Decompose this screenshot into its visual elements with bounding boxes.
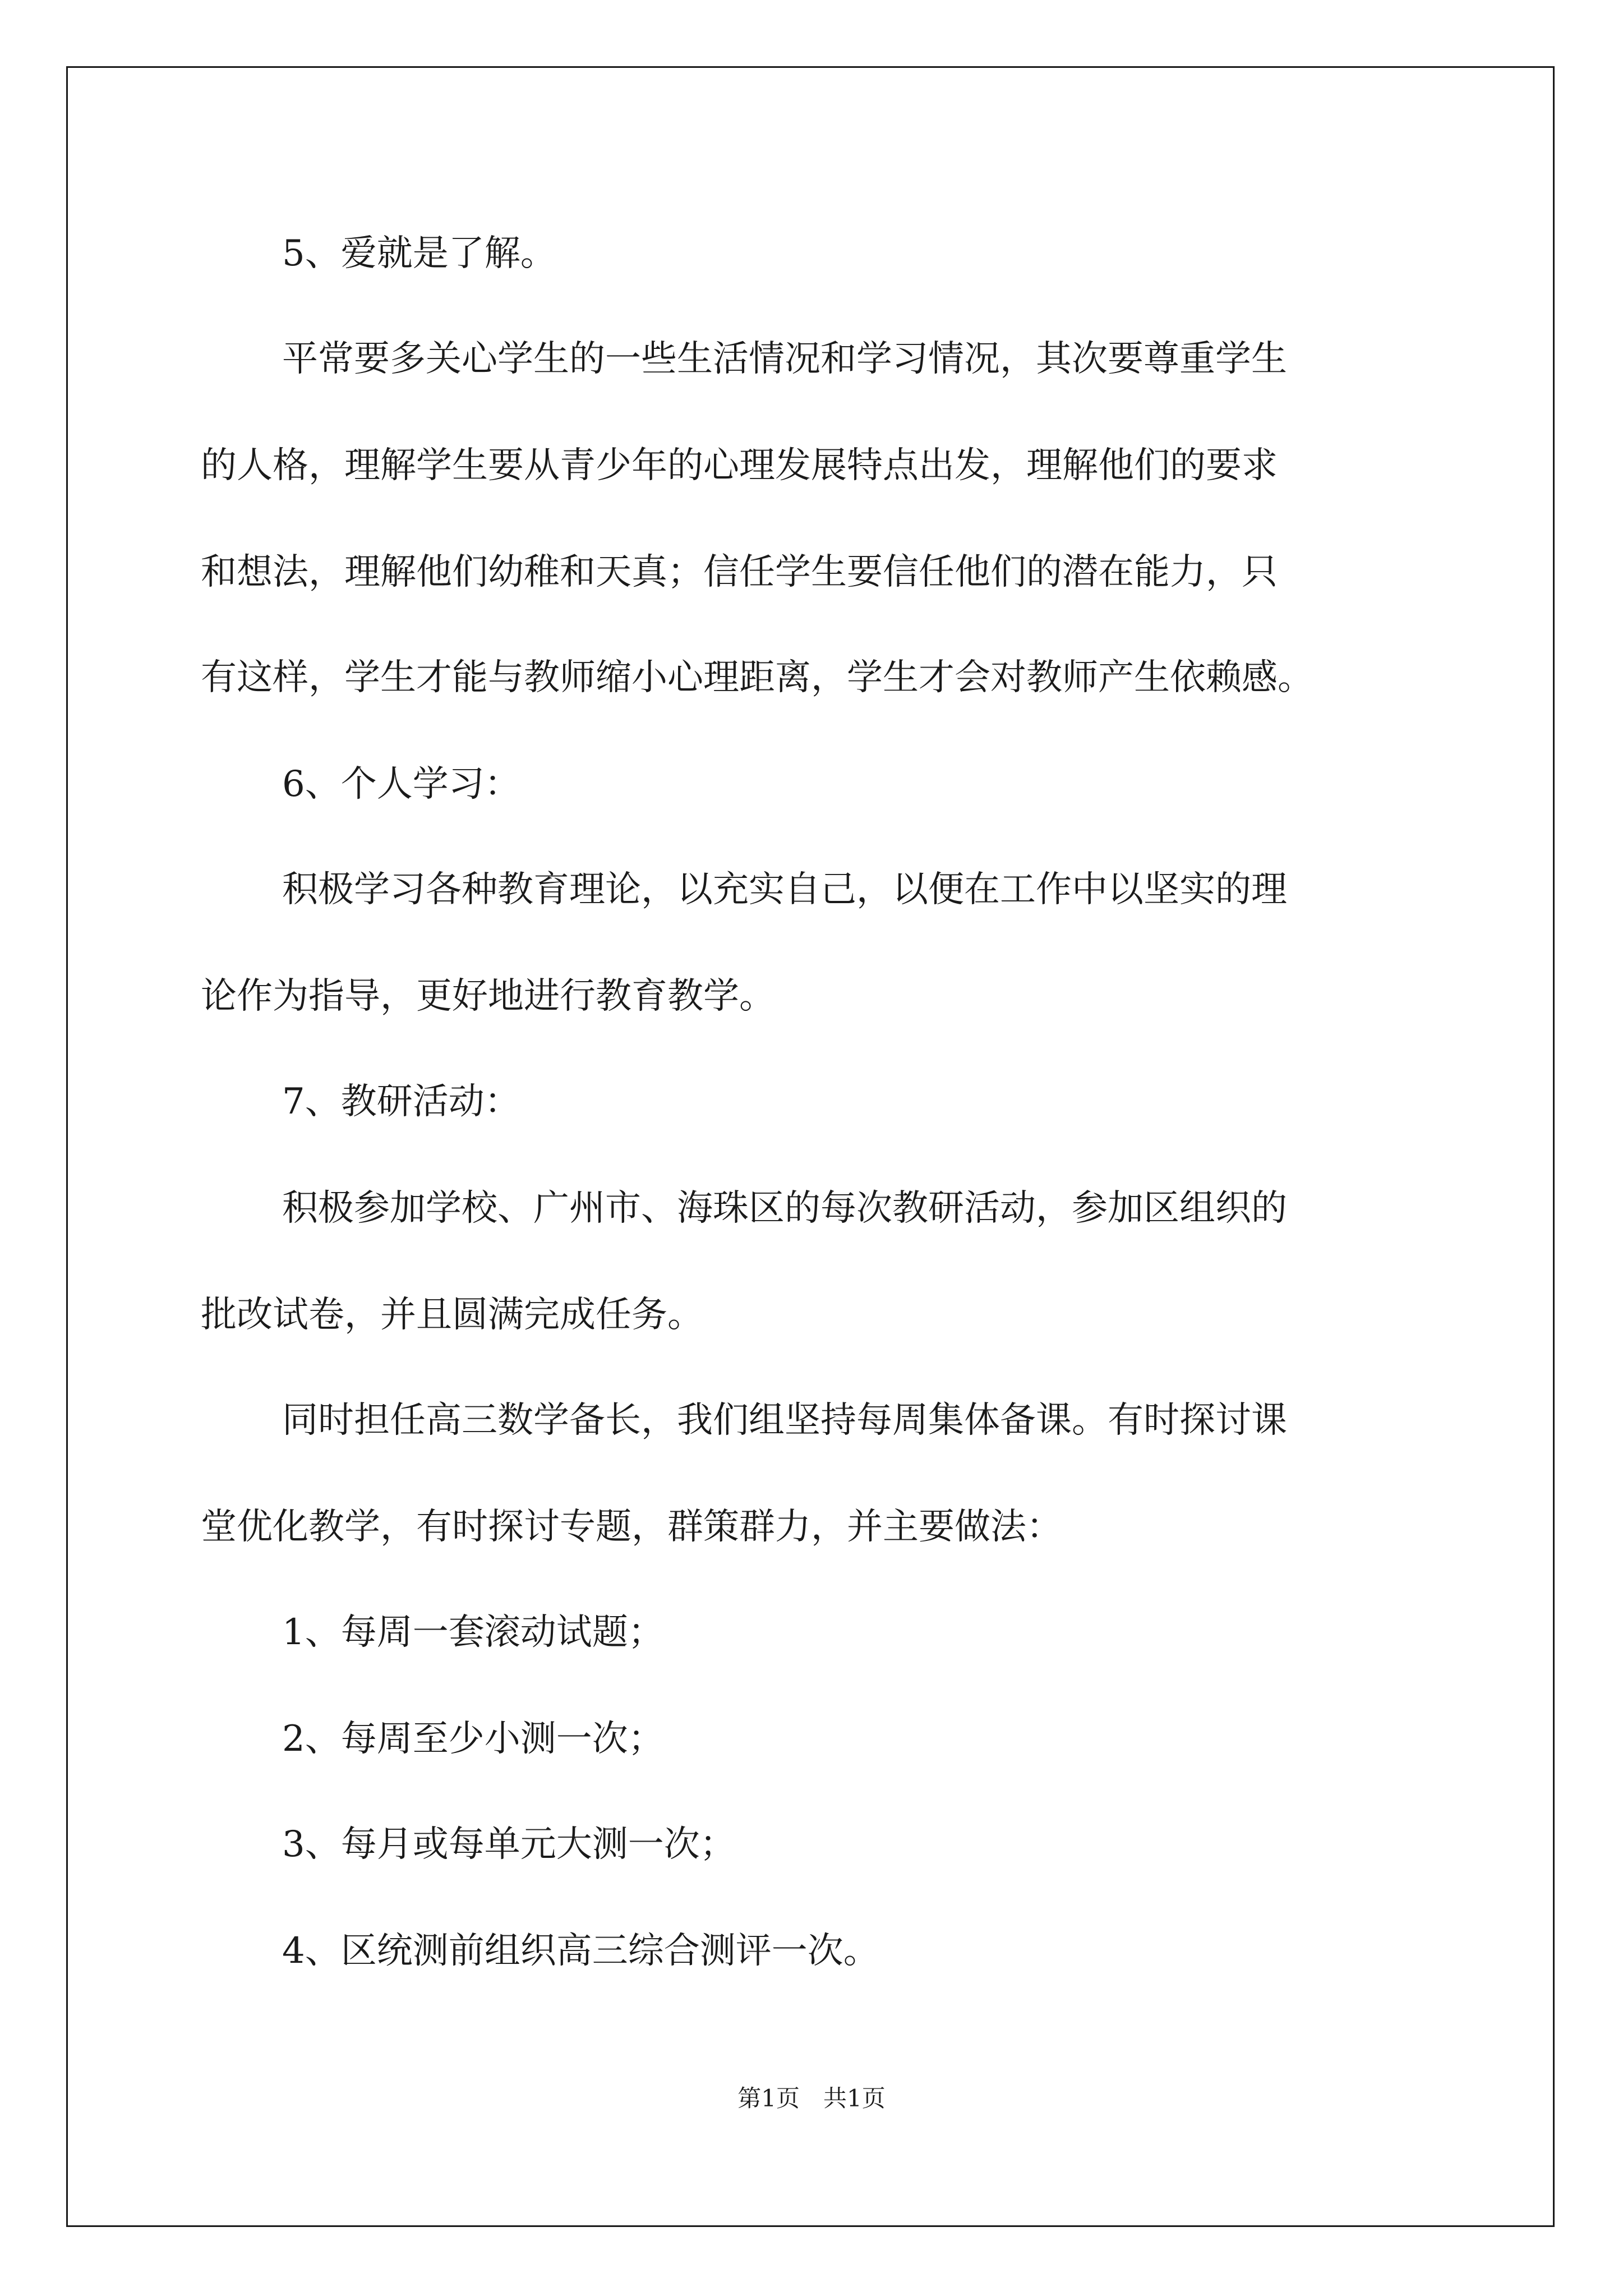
paragraph-line: 6、个人学习： [282,763,520,805]
paragraph-line: 论作为指导，更好地进行教育教学。 [201,976,775,1017]
paragraph-line: 有这样，学生才能与教师缩小心理距离，学生才会对教师产生依赖感。 [201,657,1313,698]
paragraph-line: 同时担任高三数学备长，我们组坚持每周集体备课。有时探讨课 [282,1400,1287,1441]
paragraph-line: 平常要多关心学生的一些生活情况和学习情况，其次要尊重学生 [282,338,1287,380]
paragraph-line: 7、教研活动： [282,1081,520,1122]
paragraph-line: 3、每月或每单元大测一次； [282,1824,736,1865]
paragraph-line: 积极学习各种教育理论，以充实自己，以便在工作中以坚实的理 [282,869,1287,910]
paragraph-line: 1、每周一套滚动试题； [282,1612,664,1653]
paragraph-line: 堂优化教学，有时探讨专题，群策群力，并主要做法： [201,1506,1062,1548]
paragraph-line: 5、爱就是了解。 [282,233,556,274]
page-number-footer: 第1页 共1页 [737,2085,886,2112]
paragraph-line: 2、每周至少小测一次； [282,1718,664,1760]
paragraph-line: 积极参加学校、广州市、海珠区的每次教研活动，参加区组织的 [282,1188,1287,1229]
page-border [66,66,1555,2227]
paragraph-line: 4、区统测前组织高三综合测评一次。 [282,1930,879,1972]
paragraph-line: 批改试卷，并且圆满完成任务。 [201,1294,703,1336]
paragraph-line: 和想法，理解他们幼稚和天真；信任学生要信任他们的潜在能力，只 [201,551,1278,593]
paragraph-line: 的人格，理解学生要从青少年的心理发展特点出发，理解他们的要求 [201,445,1278,486]
